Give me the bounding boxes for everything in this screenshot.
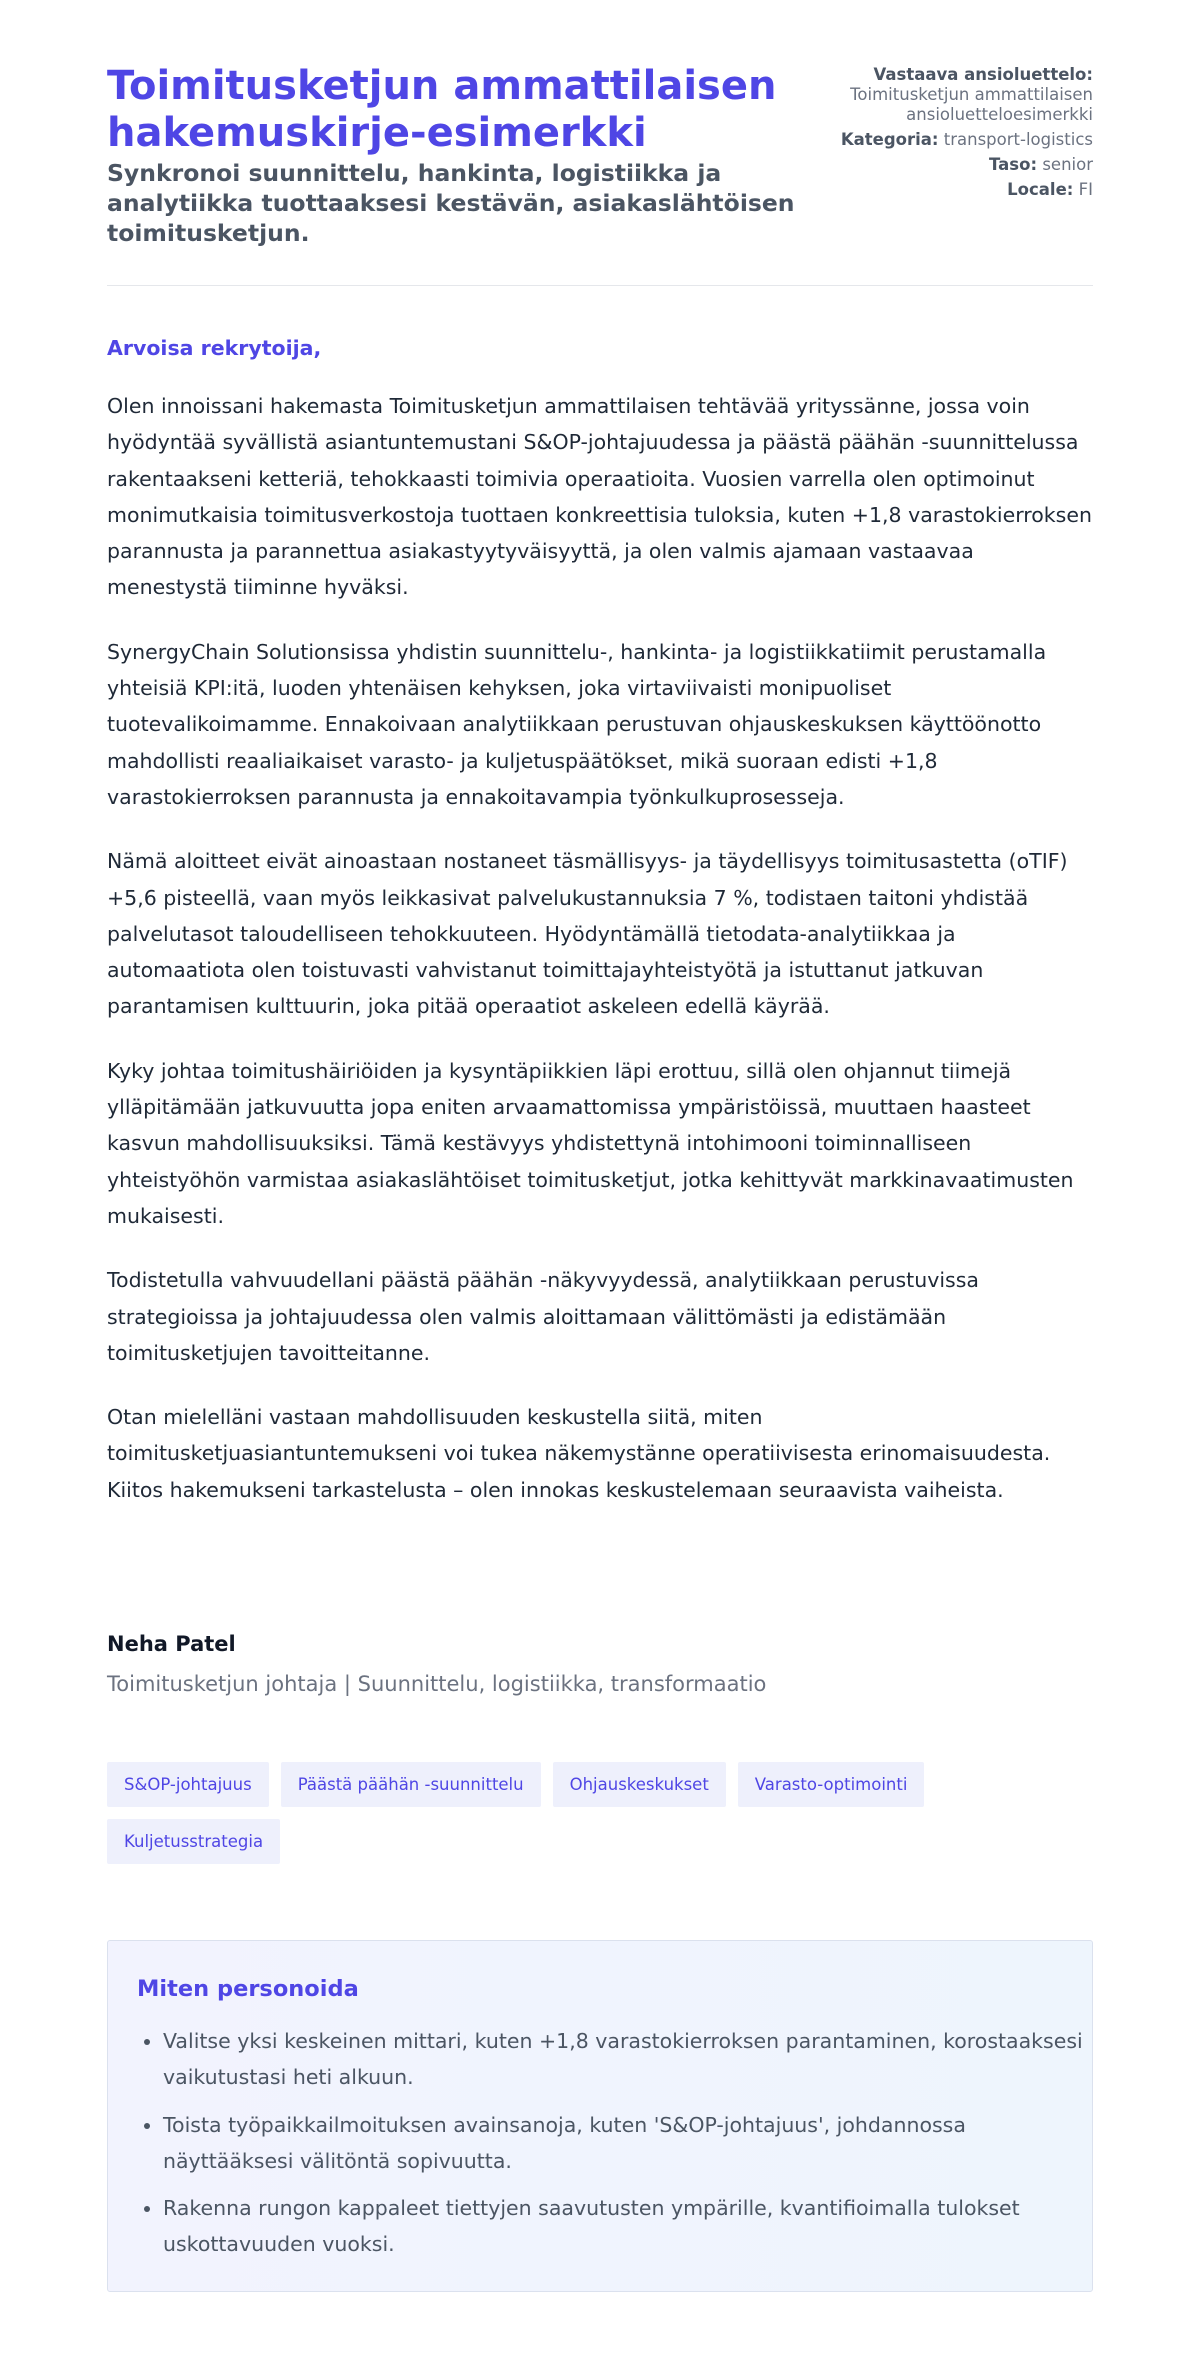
skill-tags <box>107 1762 1007 1864</box>
meta-level <box>793 155 1093 175</box>
tips-list <box>137 2023 1083 2274</box>
letter-paragraph: Olen innoissani hakemasta Toimitusketjun ammattilaisen tehtävää yrityssänne, jossa voin hyödyntää syvällistä asiantuntemustani S&OP-johtajuudessa ja päästä päähän -suunnittelussa rakentaakseni ketteriä, tehokkaasti toimivia operaatioita. Vuosien varrella olen optimoinut monimutkaisia toimitusverkostoja tuottaen konkreettisia tuloksia, kuten +1,8 varastokierroksen parannusta ja parannettua asiakastyytyväisyyttä, ja olen valmis ajamaan vastaavaa menestystä tiiminne hyväksi. <box>107 394 1092 600</box>
page-subtitle: Synkronoi suunnittelu, hankinta, logistiikka ja analytiikka tuottaaksesi kestävän, asiakaslähtöisen toimitusketjun. <box>107 159 795 247</box>
tips-title: Miten personoida <box>137 1976 359 2002</box>
meta-panel <box>793 65 1093 205</box>
skill-tag: Varasto-optimointi <box>738 1762 925 1807</box>
meta-locale-value: FI <box>1078 180 1093 199</box>
meta-category <box>793 130 1093 150</box>
letter-paragraph: Otan mielelläni vastaan mahdollisuuden keskustella siitä, miten toimitusketjuasiantuntemukseni voi tukea näkemystänne operatiivisesta erinomaisuudesta. Kiitos hakemukseni tarkastelusta – olen innokas keskustelemaan seuraavista vaiheista. <box>107 1405 1051 1502</box>
meta-category-value: transport-logistics <box>943 130 1093 149</box>
signature-name: Neha Patel <box>107 1632 236 1656</box>
tips-list-item: • Valitse yksi keskeinen mittari, kuten +1,8 varastokierroksen parantaminen, korostaaksesi vaikutustasi heti alkuun. <box>163 2023 1083 2096</box>
letter-paragraph: SynergyChain Solutionsissa yhdistin suunnittelu-, hankinta- ja logistiikkatiimit perustamalla yhteisiä KPI:itä, luoden yhtenäisen kehyksen, joka virtaviivaisti monipuoliset tuotevalikoimamme. Ennakoivaan analytiikkaan perustuvan ohjauskeskuksen käyttöönotto mahdollisti reaaliaikaiset varasto- ja kuljetuspäätökset, mikä suoraan edisti +1,8 varastokierroksen parannusta ja ennakoitavampia työnkulkuprosesseja. <box>107 639 1047 809</box>
meta-resume-label: Vastaava ansioluettelo: <box>873 65 1093 84</box>
tips-list-item: • Rakenna rungon kappaleet tiettyjen saavutusten ympärille, kvantifioimalla tulokset uskottavuuden vuoksi. <box>163 2190 1083 2263</box>
meta-locale <box>793 180 1093 200</box>
letter-paragraph: Todistetulla vahvuudellani päästä päähän -näkyvyydessä, analytiikkaan perustuvissa strategioissa ja johtajuudessa olen valmis aloittamaan välittömästi ja edistämään toimitusketjujen tavoitteitanne. <box>107 1268 979 1365</box>
page-header <box>107 0 1093 286</box>
letter-paragraph: Nämä aloitteet eivät ainoastaan nostaneet täsmällisyys- ja täydellisyys toimitusastetta (oTIF) +5,6 pisteellä, vaan myös leikkasivat palvelukustannuksia 7 %, todistaen taitoni yhdistää palvelutasot taloudelliseen tehokkuuteen. Hyödyntämällä tietodata-analytiikkaa ja automaatiota olen toistuvasti vahvistanut toimittajayhteistyötä ja istuttanut jatkuvan parantamisen kulttuurin, joka pitää operaatiot askeleen edellä käyrää. <box>107 849 1068 1019</box>
skill-tag: S&OP-johtajuus <box>107 1762 269 1807</box>
cover-letter-page <box>107 0 1093 2257</box>
meta-resume <box>793 65 1093 125</box>
skill-tag: Ohjauskeskukset <box>553 1762 726 1807</box>
skill-tag: Päästä päähän -suunnittelu <box>281 1762 541 1807</box>
meta-locale-label: Locale: <box>1007 180 1074 199</box>
meta-resume-value[interactable]: Toimitusketjun ammattilaisen ansioluetteloesimerkki <box>850 85 1093 124</box>
personalization-tips-box <box>107 1940 1093 2292</box>
letter-paragraph: Kyky johtaa toimitushäiriöiden ja kysyntäpiikkien läpi erottuu, sillä olen ohjannut tiimejä ylläpitämään jatkuvuutta jopa eniten arvaamattomissa ympäristöissä, muuttaen haasteet kasvun mahdollisuuksiksi. Tämä kestävyys yhdistettynä intohimooni toiminnalliseen yhteistyöhön varmistaa asiakaslähtöiset toimitusketjut, jotka kehittyvät markkinavaatimusten mukaisesti. <box>107 1058 1074 1228</box>
meta-level-value: senior <box>1042 155 1093 174</box>
letter-body <box>107 388 1093 1536</box>
letter-salutation: Arvoisa rekrytoija, <box>107 336 322 360</box>
signature-role: Toimitusketjun johtaja | Suunnittelu, logistiikka, transformaatio <box>107 1672 767 1696</box>
meta-level-label: Taso: <box>989 155 1038 174</box>
skill-tag: Kuljetusstrategia <box>107 1819 280 1864</box>
tips-list-item: • Toista työpaikkailmoituksen avainsanoja, kuten 'S&OP-johtajuus', johdannossa näyttääksesi välitöntä sopivuutta. <box>163 2107 1083 2180</box>
page-title: Toimitusketjun ammattilaisen hakemuskirje-esimerkki <box>107 63 777 156</box>
meta-category-label: Kategoria: <box>840 130 939 149</box>
